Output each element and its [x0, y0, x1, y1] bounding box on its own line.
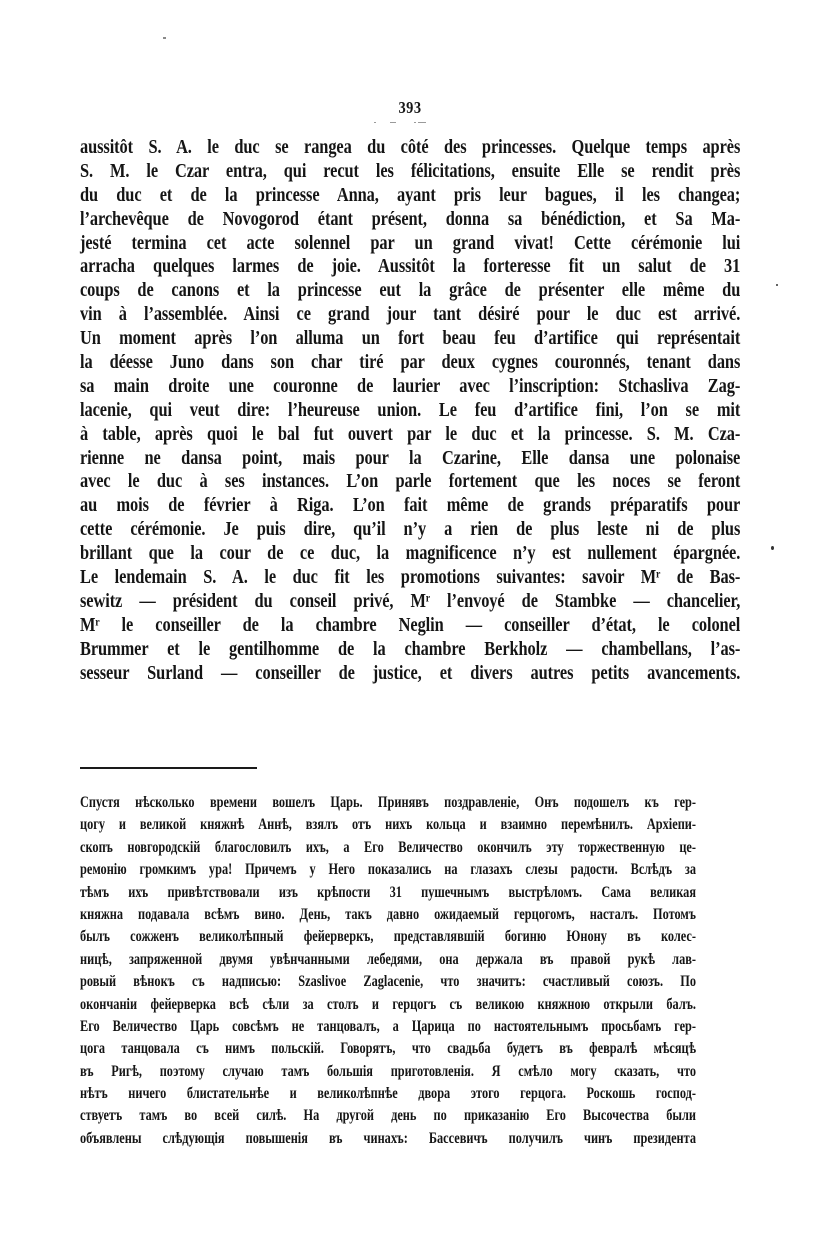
- text-line: Le lendemain S. A. le duc fit les promotions suivantes: savoir Mʳ de Bas-: [80, 567, 741, 589]
- page-number-underline-marks: [372, 122, 432, 125]
- text-line: sewitz — président du conseil privé, Mʳ l’envoyé de Stambke — chancelier,: [80, 590, 741, 612]
- text-line: jesté termina cet acte solennel par un grand vivat! Cette cérémonie lui: [80, 232, 741, 254]
- text-line: Un moment après l’on alluma un fort beau feu d’artifice qui représentait: [80, 328, 741, 350]
- text-line: cette cérémonie. Je puis dire, qu’il n’y a rien de plus leste ni de plus: [80, 519, 741, 541]
- footnote-line: княжна подавала всѣмъ вино. День, такъ давно ожидаемый герцогомъ, насталъ. Потомъ: [80, 905, 696, 923]
- footnote-line: тѣмъ ихъ привѣтствовали изъ крѣпости 31 пушечнымъ выстрѣломъ. Сама великая: [80, 883, 696, 901]
- footnote-line: цога танцовала съ нимъ польскій. Говорятъ, что свадьба будетъ въ февралѣ мѣсяцѣ: [80, 1040, 696, 1058]
- footnote-line: окончаніи фейерверка всѣ сѣли за столъ и герцогъ съ великою княжною открыли балъ.: [80, 995, 696, 1013]
- text-line: à table, après quoi le bal fut ouvert par le duc et la princesse. S. M. Cza-: [80, 423, 741, 445]
- text-line: aussitôt S. A. le duc se rangea du côté des princesses. Quelque temps après: [80, 137, 741, 158]
- text-line: avec le duc à ses instances. L’on parle fortement que les noces se feront: [80, 471, 741, 493]
- text-line: lacenie, qui veut dire: l’heureuse union. Le feu d’artifice fini, l’on se mit: [80, 399, 741, 421]
- text-line: brillant que la cour de ce duc, la magnificence n’y est nullement épargnée.: [80, 543, 741, 565]
- footnote-separator-rule: [80, 767, 257, 769]
- footnote-line: скопъ новгородскій благословилъ ихъ, а Его Величество окончилъ эту торжественную це-: [80, 838, 696, 856]
- main-body-text: [80, 136, 740, 685]
- text-line: coups de canons et la princesse eut la grâce de présenter elle même du: [80, 280, 741, 302]
- page-number: 393: [398, 98, 422, 117]
- margin-mark: [776, 284, 778, 286]
- footnote-line: цогу и великой княжнѣ Аннѣ, взялъ отъ нихъ кольца и взаимно перемѣнилъ. Архіепи-: [80, 816, 696, 834]
- footnote-line: Спустя нѣсколько времени вошелъ Царь. Принявъ поздравленіе, Онъ подошелъ къ гер-: [80, 794, 696, 811]
- footnote-russian-translation: [80, 792, 696, 1150]
- text-line: vin à l’assemblée. Ainsi ce grand jour tant désiré pour le duc est arrivé.: [80, 304, 741, 326]
- text-line: S. M. le Czar entra, qui recut les félicitations, ensuite Elle se rendit près: [80, 160, 741, 182]
- footnote-line: ровый вѣнокъ съ надписью: Szaslivoe Zaglacenie, что значитъ: счастливый союзъ. По: [80, 973, 696, 991]
- footnote-line: Его Величество Царь совсѣмъ не танцовалъ, а Царица по настоятельнымъ просьбамъ гер-: [80, 1017, 696, 1035]
- text-line: sa main droite une couronne de laurier avec l’inscription: Stchasliva Zag-: [80, 375, 741, 397]
- scan-artifact-mark: [163, 37, 166, 39]
- footnote-line: объявлены слѣдующія повышенія въ чинахъ: Бассевичъ получилъ чинъ президента: [80, 1129, 696, 1147]
- footnote-line: ремонію громкимъ ура! Причемъ у Него показались на глазахъ слезы радости. Вслѣдъ за: [80, 861, 696, 879]
- text-line: sesseur Surland — conseiller de justice, et divers autres petits avancements.: [80, 662, 741, 684]
- footnote-line: нѣтъ ничего блистательнѣе и великолѣпнѣе двора этого герцога. Роскошь господ-: [80, 1085, 696, 1103]
- text-line: Brummer et le gentilhomme de la chambre Berkholz — chambellans, l’as-: [80, 638, 741, 660]
- footnote-line: ствуетъ тамъ во всей силѣ. На другой день по приказанію Его Высочества были: [80, 1107, 696, 1125]
- footnote-line: въ Ригѣ, поэтому случаю тамъ большія приготовленія. Я смѣло могу сказать, что: [80, 1062, 696, 1080]
- text-line: rienne ne dansa point, mais pour la Czarine, Elle dansa une polonaise: [80, 447, 741, 469]
- margin-mark: [771, 546, 774, 550]
- text-line: au mois de février à Riga. L’on fait même de grands préparatifs pour: [80, 495, 741, 517]
- text-line: du duc et de la princesse Anna, ayant pris leur bagues, il les changea;: [80, 184, 741, 206]
- footnote-line: ницѣ, запряженной двумя увѣнчанными лебедями, она держала въ правой рукѣ лав-: [80, 950, 696, 968]
- footnote-line: былъ сожженъ великолѣпный фейерверкъ, представлявшій богиню Юнону въ колес-: [80, 928, 696, 946]
- text-line: Mʳ le conseiller de la chambre Neglin — conseiller d’état, le colonel: [80, 614, 741, 636]
- text-line: la déesse Juno dans son char tiré par deux cygnes couronnés, tenant dans: [80, 352, 741, 374]
- text-line: arracha quelques larmes de joie. Aussitôt la forteresse fit un salut de 31: [80, 256, 741, 278]
- text-line: l’archevêque de Novogorod étant présent, donna sa bénédiction, et Sa Ma-: [80, 208, 741, 230]
